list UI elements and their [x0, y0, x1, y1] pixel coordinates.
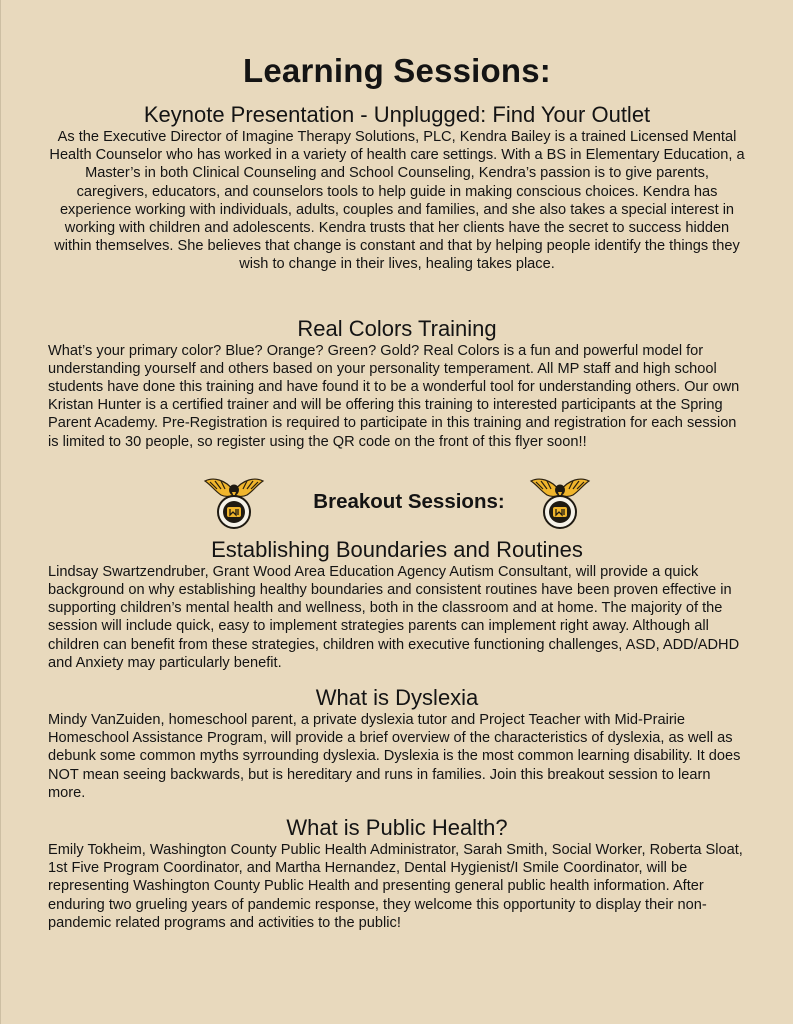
page-title: Learning Sessions: [242, 52, 551, 89]
dyslexia-title: What is Dyslexia [315, 685, 479, 711]
public-health-title: What is Public Health? [286, 815, 508, 841]
hawk-mascot-icon [203, 473, 265, 531]
keynote-body: As the Executive Director of Imagine Therapy Solutions, PLC, Kendra Bailey is a trained Licensed Mental Health Counselor who has worked in a variety of health care settings. With a BS in Elementary Education, a Master’s in both Clinical Counseling and School Counseling, Kendra’s passion is to give parents, caregivers, educators, and counselors tools to help guide in making conscious choices. Kendra has experience working with individuals, adults, couples and families, and she also takes a special interest in working with children and adolescents. Kendra trusts that her clients have the secret to success hidden within themselves. She believes that change is constant and that by helping people identify the things they wish to change in their lives, healing takes place. [49, 129, 745, 273]
keynote-title: Keynote Presentation - Unplugged: Find Your Outlet [143, 102, 651, 127]
boundaries-body: Lindsay Swartzendruber, Grant Wood Area Education Agency Autism Consultant, will provide a quick background on why establishing healthy boundaries and consistent routines have been proven effective in supporting children’s mental health and wellness, both in the classroom and at home. The majority of the session will include quick, easy to implement strategies parents can implement right away. Although all children can benefit from these strategies, children with executive functioning challenges, ASD, ADD/ADHD and Anxiety may particularly benefit. [48, 563, 740, 671]
boundaries-title: Establishing Boundaries and Routines [211, 536, 583, 562]
public-health-body: Emily Tokheim, Washington County Public Health Administrator, Sarah Smith, Social Worker, Roberta Sloat, 1st Five Program Coordinator, and Martha Hernandez, Dental Hygienist/I Smile Coordinator, will be representing Washington County Public Health and presenting general public health information. After enduring two grueling years of pandemic response, they welcome this opportunity to display their non-pandemic related programs and activities to the public! [48, 842, 743, 931]
hawk-mascot-icon [529, 473, 591, 531]
real-colors-body: What’s your primary color? Blue? Orange? Green? Gold? Real Colors is a fun and powerful model for understanding yourself and others based on your personality temperament. All MP staff and high school students have done this training and have found it to be a wonderful tool for understanding others. Our own Kristan Hunter is a certified trainer and will be offering this training to interested participants at the Spring Parent Academy. Pre-Registration is required to participate in this training and registration for each session is limited to 30 people, so register using the QR code on the front of this flyer soon!! [48, 342, 740, 450]
breakout-header [48, 473, 746, 531]
dyslexia-body: Mindy VanZuiden, homeschool parent, a private dyslexia tutor and Project Teacher with Mid-Prairie Homeschool Assistance Program, will provide a brief overview of the characteristics of dyslexia, as well as debunk some common myths syrrounding dyslexia. Dyslexia is the most common learning disability. It does NOT mean seeing backwards, but is hereditary and runs in families. Join this breakout session to learn more. [48, 712, 741, 801]
real-colors-title: Real Colors Training [297, 315, 497, 341]
breakout-title: Breakout Sessions: [313, 489, 505, 513]
